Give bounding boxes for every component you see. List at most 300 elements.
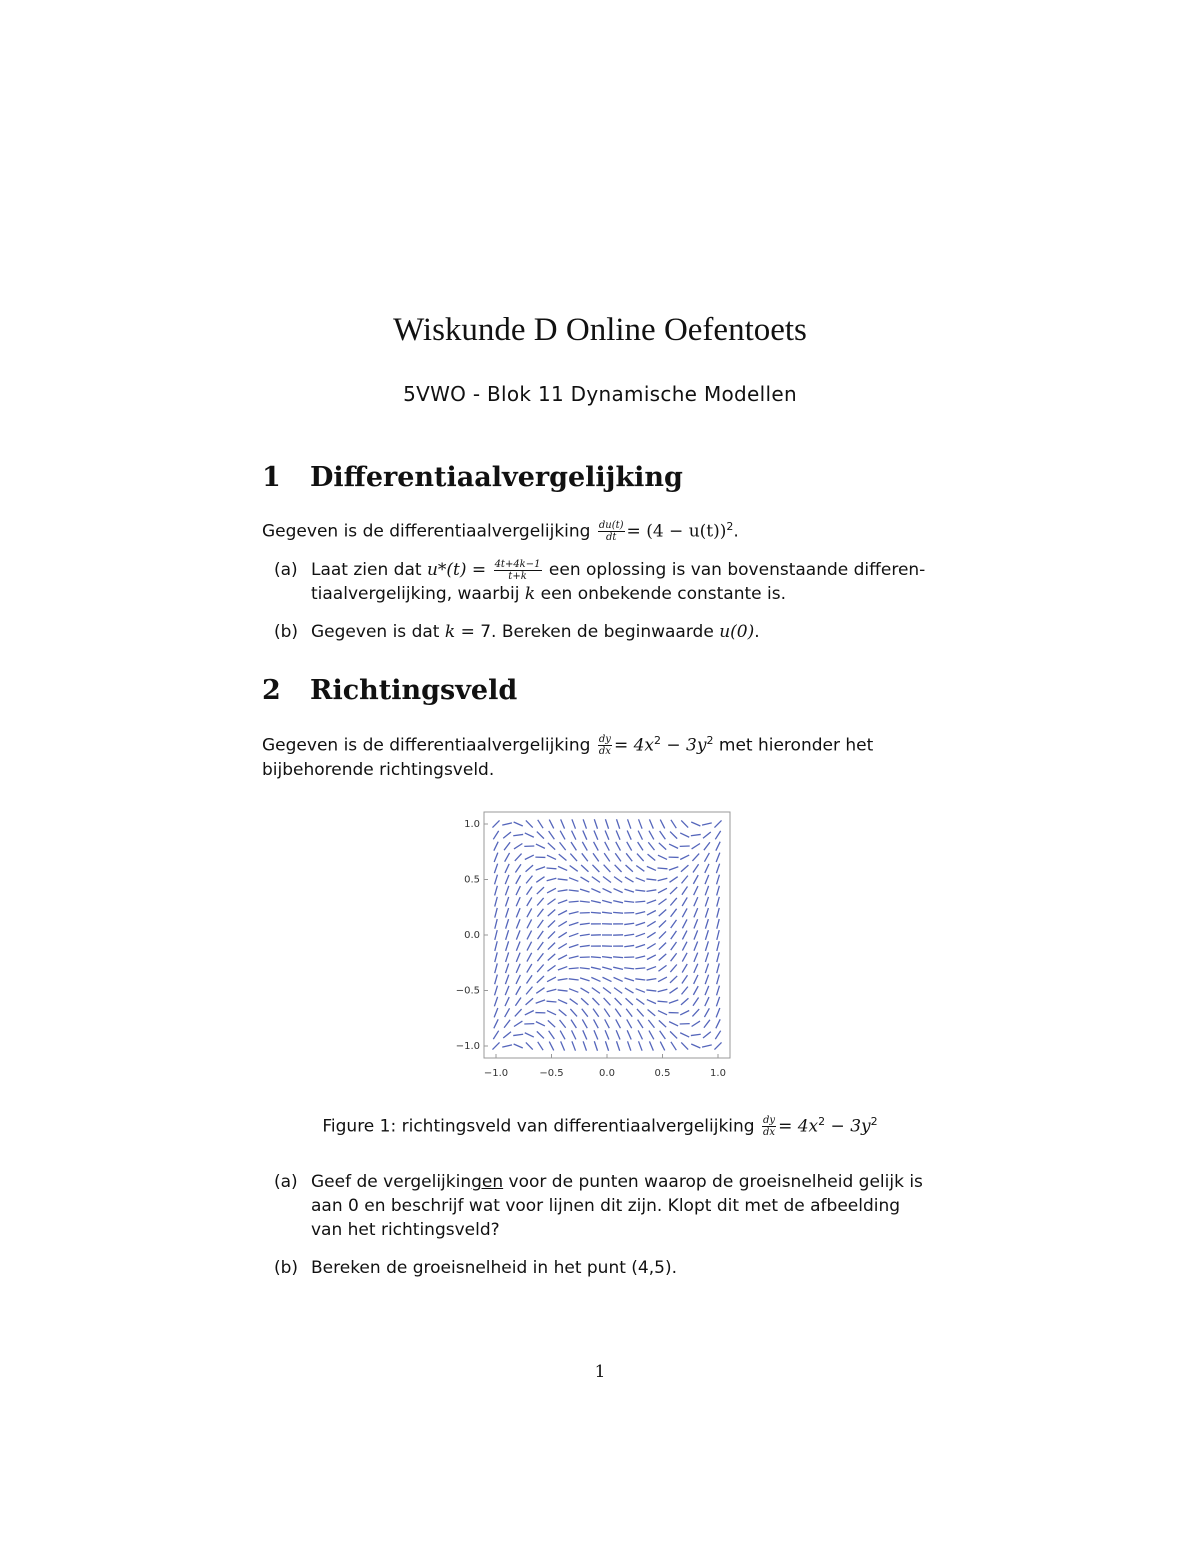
slope-segment [506,908,509,918]
slope-segment [659,909,667,916]
slope-segment [536,877,544,883]
slope-segment [591,889,600,893]
slope-segment [682,931,687,940]
slope-segment [525,833,534,837]
slope-segment [558,900,567,903]
slope-segment [547,888,556,893]
question-label: (b) [274,622,299,642]
slope-segment [628,819,631,828]
slope-segment [681,865,689,872]
slope-segment [682,964,687,973]
slope-segment [527,908,532,917]
slope-segment [536,1000,545,1003]
slope-segment [636,945,645,948]
slope-segment [671,909,677,917]
document-title: Wiskunde D Online Oefentoets [393,312,807,348]
slope-segment [495,897,498,907]
slope-segment [538,931,544,939]
slope-segment [594,819,597,828]
slope-segment [648,854,656,860]
slope-segment [638,1020,643,1028]
slope-segment [495,963,498,973]
slope-segment [558,932,566,937]
slope-segment [636,999,644,1005]
slope-segment [715,1031,720,1039]
slope-segment [716,1008,720,1017]
slope-segment [558,967,567,970]
ode-rhs: = 4x [613,735,654,756]
slope-segment [660,820,664,829]
slope-segment [682,876,688,884]
slope-segment [658,965,666,971]
slope-segment [614,977,623,981]
slope-segment [692,844,700,849]
slope-segment [561,1041,565,1050]
slope-segment [583,831,587,840]
slope-segment [604,998,611,1005]
slope-segment [615,865,622,872]
slope-segment [570,999,578,1005]
slope-segment [714,1042,721,1049]
slope-segment [613,912,623,913]
slope-segment [527,942,532,951]
slope-segment [615,998,622,1005]
question-text: aan 0 en beschrijf wat voor lijnen dit zijn. Klopt dit met de afbeelding [311,1196,901,1216]
slope-segment [561,819,565,828]
slope-segment [660,1031,666,1039]
slope-segment [494,842,498,851]
slope-segment [526,876,532,884]
slope-segment [624,945,634,946]
question-text: een onbekende constante is. [540,584,787,604]
slope-segment [636,878,645,882]
slope-segment [580,978,590,981]
slope-segment [646,979,656,981]
slope-segment [536,844,545,848]
slope-segment [525,855,534,859]
slope-segment [670,976,677,983]
question-2a [262,1170,942,1242]
slope-segment [627,831,631,840]
slope-segment [591,967,601,969]
slope-segment [515,854,522,861]
slope-segment [547,1011,556,1015]
slope-segment [547,868,557,869]
ode-derivative: $\frac{du(t)}{dt}$ [598,520,624,544]
question-label: (a) [274,1172,298,1192]
slope-segment [547,1001,557,1002]
slope-segment [717,975,720,985]
slope-segment [504,842,510,850]
slope-segment [635,956,645,958]
caption-derivative: $\frac{dy}{dx}$ [763,1115,776,1139]
slope-segment [527,931,532,940]
y-tick-label: −1.0 [455,1041,480,1052]
y-tick-label: 0.5 [464,874,480,886]
question-1b [262,620,942,644]
slope-segment [560,831,565,840]
slope-segment [580,934,590,936]
slope-segment [635,890,645,891]
slope-segment [592,998,599,1005]
slope-segment [580,901,590,902]
slope-segment [658,868,668,869]
slope-segment [670,898,676,906]
slope-segment [705,864,709,873]
slope-segment [694,886,698,895]
slope-segment [639,819,643,828]
slope-segment [658,888,667,893]
slope-segment [582,1009,588,1017]
slope-segment [705,986,709,995]
slope-segment [717,963,720,973]
x-tick-label: 0.5 [654,1068,671,1079]
slope-segment [560,1031,565,1040]
solution-fraction: $\frac{4t+4k-1}{t+k}$ [494,558,541,582]
slope-segment [614,877,622,883]
slope-segment [680,1033,689,1037]
slope-segment [495,919,497,929]
section-2-intro [262,729,942,782]
page-number: 1 [594,1362,606,1382]
slope-segment [583,819,586,828]
slope-segment [560,1020,566,1028]
x-tick-label: −1.0 [483,1068,509,1079]
slope-segment [547,989,557,991]
slope-segment [671,953,677,961]
slope-segment [691,1044,700,1048]
slope-segment [671,920,677,928]
slope-segment [670,887,677,894]
slope-segment [537,976,544,983]
slope-segment [505,875,509,884]
slope-segment [649,819,653,828]
slope-segment [681,998,689,1005]
slope-segment [514,1044,523,1048]
slope-segment [515,997,521,1005]
slope-segment [527,953,532,962]
slope-segment [624,978,634,981]
slope-segment [527,897,532,906]
slope-segment [626,853,632,861]
slope-segment [516,875,521,884]
slope-segment [694,964,698,973]
slope-segment [538,820,543,828]
slope-segment [538,942,544,950]
section-1-intro [262,515,942,544]
slope-segment [682,919,687,928]
slope-segment [693,875,698,884]
slope-segment [569,912,579,914]
slope-segment [626,865,633,872]
slope-segment [714,820,721,827]
slope-segment [693,864,699,872]
slope-segment [594,1030,598,1039]
caption-exponent: 2 [818,1115,826,1128]
question-2b [262,1256,942,1280]
slope-segment [682,897,687,906]
section-1-number: 1 [262,462,281,493]
slope-segment [705,941,708,951]
ode-rhs: − 3y [666,735,707,756]
slope-segment [580,877,589,882]
section-1-heading [262,462,683,493]
slope-segment [505,986,509,995]
slope-segment [625,877,634,882]
slope-segment [547,977,556,982]
slope-segment [669,1000,678,1003]
caption-rhs: − 3y [830,1116,871,1137]
slope-segment [580,889,590,892]
slope-segment [558,990,568,991]
slope-segment [694,897,698,906]
slope-segment [569,968,579,969]
direction-field-chart [450,805,740,1085]
slope-segment [569,878,578,882]
slope-segment [516,930,520,939]
slope-segment [671,931,677,939]
slope-segment [506,930,509,940]
slope-segment [570,854,577,861]
slope-segment [704,842,710,850]
slope-segment [615,1009,621,1017]
slope-segment [624,934,634,936]
slope-segment [671,820,676,828]
slope-segment [616,1030,620,1039]
slope-segment [505,1008,510,1017]
slope-segment [548,931,555,938]
slope-segment [648,1010,656,1016]
slope-segment [503,832,511,838]
slope-segment [538,1042,543,1050]
slope-segment [594,842,599,851]
slope-segment [495,986,498,996]
slope-segment [717,952,719,962]
slope-segment [505,853,510,862]
slope-segment [558,866,567,870]
slope-segment [495,975,498,985]
slope-segment [648,842,654,850]
ode-exponent: 2 [726,520,734,533]
slope-segment [681,820,688,827]
slope-segment [658,977,667,982]
slope-segment [537,953,543,961]
slope-segment [604,865,611,872]
slope-segment [705,930,708,940]
slope-segment [569,989,578,993]
slope-segment [692,1009,699,1016]
slope-segment [548,920,555,927]
slope-segment [592,988,600,994]
slope-segment [569,945,578,948]
slope-segment [495,908,497,918]
slope-segment [604,853,610,861]
question-text: van het richtingsveld? [311,1220,500,1240]
slope-segment [717,986,720,996]
slope-segment [638,842,643,850]
slope-segment [603,877,611,883]
slope-segment [549,1031,555,1039]
section-2-title: Richtingsveld [310,675,518,706]
slope-segment [638,831,642,840]
question-label: (b) [274,1258,299,1278]
slope-segment [627,842,632,851]
slope-segment [569,890,579,891]
slope-segment [658,855,667,859]
slope-segment [536,867,545,870]
slope-segment [536,988,544,994]
slope-segment [637,1009,644,1016]
x-tick-label: 1.0 [710,1068,726,1079]
slope-segment [582,842,587,851]
slope-segment [582,1019,587,1028]
slope-segment [626,998,633,1005]
slope-segment [525,1010,534,1014]
slope-segment [705,875,709,884]
slope-segment [604,1009,610,1017]
slope-segment [516,964,520,973]
slope-segment [537,909,543,917]
slope-segment [605,1030,609,1039]
slope-segment [669,867,678,870]
slope-segment [616,819,619,828]
slope-segment [505,975,508,984]
slope-segment [669,1022,678,1026]
slope-segment [624,901,634,902]
slope-segment [559,1010,567,1016]
slope-segment [526,998,534,1005]
section-2-number: 2 [262,675,281,706]
slope-segment [627,1030,631,1039]
slope-segment [559,854,567,860]
slope-segment [494,997,497,1006]
slope-segment [572,1030,576,1039]
slope-segment [603,988,611,994]
slope-segment [594,1019,599,1028]
slope-segment [558,879,568,880]
slope-segment [716,864,719,873]
slope-segment [682,953,687,962]
slope-segment [705,997,709,1006]
question-text: Gegeven is dat [311,622,440,642]
slope-segment [704,853,709,862]
slope-segment [635,912,645,914]
slope-segment [582,853,588,861]
solution-function: u*(t) = [426,560,487,580]
slope-segment [505,997,509,1006]
slope-segment [613,901,623,903]
slope-segment [570,865,578,871]
slope-segment [602,957,612,958]
slope-segment [549,1042,553,1051]
slope-segment [639,1041,643,1050]
intro-text: bijbehorende richtingsveld. [262,759,495,780]
ode-derivative: $\frac{dy}{dx}$ [598,734,611,758]
ode-rhs: = (4 − u(t)) [626,521,727,542]
slope-segment [580,988,589,993]
slope-segment [547,878,557,880]
slope-segment [549,831,555,839]
initial-value: u(0) [719,622,755,642]
slope-segment [527,975,533,983]
slope-segment [616,1041,619,1050]
slope-segment [516,953,520,962]
slope-segment [658,989,668,991]
slope-segment [514,844,522,849]
slope-segment [569,933,578,936]
slope-segment [636,933,645,936]
slope-segment [504,1020,510,1028]
slope-segment [717,908,719,918]
slope-segment [646,990,656,991]
slope-segment [526,820,533,827]
slope-segment [605,819,608,828]
slope-segment [647,943,656,948]
question-1a [262,558,942,606]
slope-segment [703,832,711,838]
y-tick-label: 0.0 [464,930,480,941]
slope-segment [638,1030,642,1039]
slope-segment [495,930,497,940]
slope-segment [605,1041,608,1050]
slope-segment [649,1031,654,1040]
slope-segment [658,1001,668,1002]
slope-segment [494,1019,498,1028]
slope-segment [506,952,509,962]
slope-segment [659,943,666,950]
slope-segment [547,899,555,905]
slope-segment [495,875,498,885]
slope-segment [548,954,556,961]
slope-segment [494,853,498,862]
slope-segment [515,1009,522,1016]
slope-segment [682,942,687,951]
slope-segment [592,877,600,883]
slope-segment [494,864,497,873]
slope-segment [702,823,712,825]
question-text: = 7. Bereken de beginwaarde [460,622,714,642]
question-text: voor de punten waarop de groeisnelheid gelijk is [508,1172,923,1192]
question-text: een oplossing is van bovenstaande differen- [548,560,926,580]
slope-segment [548,943,555,950]
slope-segment [681,1042,688,1049]
slope-segment [717,941,719,951]
slope-segment [692,854,699,861]
slope-segment [693,986,698,995]
question-text: Geef de vergelijkin [311,1172,472,1192]
slope-segment [680,833,689,837]
slope-segment [547,965,555,971]
slope-segment [494,1008,498,1017]
section-2-heading [262,675,517,706]
slope-segment [571,1020,576,1028]
slope-segment [705,964,708,973]
slope-segment [636,865,644,871]
slope-segment [635,901,645,902]
slope-segment [492,1042,499,1049]
slope-segment [516,941,520,950]
slope-segment [637,854,644,861]
caption-exponent: 2 [870,1115,878,1128]
slope-segment [516,897,520,906]
slope-segment [592,865,599,872]
slope-segment [671,1042,676,1050]
ode-exponent: 2 [706,734,714,747]
slope-segment [569,956,579,958]
slope-segment [716,853,720,862]
slope-segment [513,1034,523,1035]
slope-segment [705,919,708,929]
